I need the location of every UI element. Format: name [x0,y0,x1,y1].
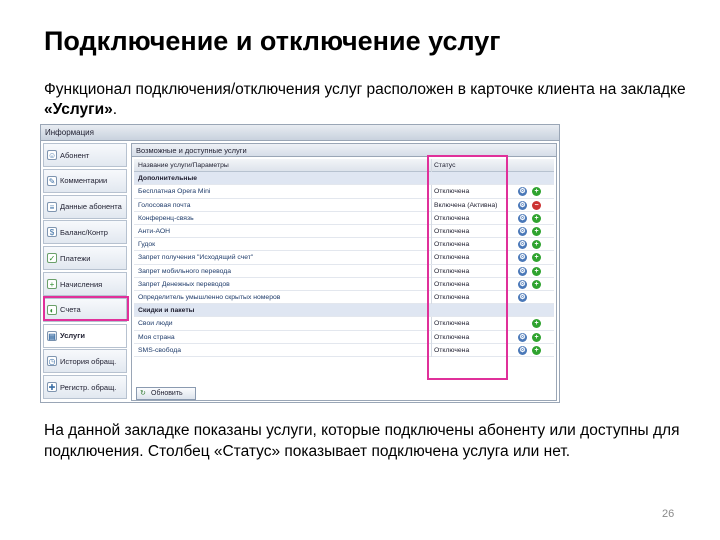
nav-item-1[interactable] [43,169,127,193]
comment-icon: ✎ [48,176,56,186]
services-panel [131,143,557,401]
service-name: Свои люди [138,320,173,328]
service-name: Запрет мобильного перевода [138,267,232,275]
nav-item-9[interactable] [43,375,127,399]
table-row[interactable] [134,291,554,304]
table-group-row [134,172,554,185]
history-icon: ◷ [48,357,56,367]
nav-item-5[interactable] [43,272,127,296]
nav-item-label: Начисления [60,279,103,289]
disable-icon[interactable]: − [532,201,541,210]
services-panel-tab[interactable]: Возможные и доступные услуги [132,144,556,157]
enable-icon[interactable]: + [532,253,541,262]
nav-item-8[interactable] [43,349,127,373]
intro-text-bold: «Услуги» [44,101,113,118]
intro-text-main: Функционал подключения/отключения услуг расположен в карточке клиента на закладке [44,81,686,98]
nav-item-label: Комментарии [60,176,108,186]
row-actions [512,333,552,343]
nav-item-label: Платежи [60,253,91,263]
settings-icon[interactable]: ⚙ [519,294,526,301]
settings-icon[interactable]: ⚙ [519,346,526,354]
table-row[interactable] [134,225,554,238]
settings-icon[interactable]: ⚙ [519,267,526,275]
enable-icon[interactable]: + [532,240,541,249]
page-number: 26 [662,508,675,520]
intro-text [44,80,704,120]
nav-item-label: Услуги [60,331,85,341]
nav-item-label: Регистр. обращ. [60,382,117,392]
service-name: SMS-свобода [138,346,181,354]
service-name: Голосовая почта [138,201,191,209]
service-name: Запрет Денежных переводов [138,280,230,288]
service-status: Отключена [431,225,511,238]
settings-icon[interactable]: ⚙ [519,254,526,262]
refresh-button[interactable] [136,387,196,400]
service-status: Отключена [431,265,511,278]
service-name: Бесплатная Opera Mini [138,188,211,196]
slide-title: Подключение и отключение услуг [44,26,501,56]
row-actions [512,187,552,197]
settings-icon[interactable]: ⚙ [519,214,526,222]
nav-item-4[interactable] [43,246,127,270]
row-actions [512,267,552,277]
settings-icon[interactable]: ⚙ [519,241,526,249]
refresh-icon: ↻ [140,390,146,397]
user-icon: ☺ [48,151,57,160]
settings-icon[interactable]: ⚙ [519,228,526,235]
table-row[interactable] [134,317,554,330]
row-actions [512,280,552,290]
service-status: Отключена [431,185,511,198]
charges-icon: + [47,279,57,289]
group-name: Скидки и пакеты [138,307,195,315]
info-title-bar: Информация [41,125,559,141]
group-name: Дополнительные [138,175,198,183]
row-actions [512,214,552,224]
services-icon: ▤ [48,331,56,341]
service-status: Отключена [431,212,511,225]
service-name: Конференц-связь [138,214,194,222]
col-header-name[interactable]: Название услуги/Параметры [138,162,229,169]
settings-icon[interactable]: ⚙ [519,201,526,209]
client-card-nav [43,143,129,401]
enable-icon[interactable]: + [532,280,541,289]
table-row[interactable] [134,344,554,357]
table-row[interactable] [134,331,554,344]
service-status: Отключена [431,331,511,344]
table-row[interactable] [134,238,554,251]
row-actions [512,240,552,250]
service-name: Анти-АОН [138,228,171,235]
nav-item-label: Абонент [60,150,90,160]
service-name: Запрет получения "Исходящий счет" [138,254,254,262]
nav-item-label: История обращ. [60,356,117,366]
payment-icon: ✓ [48,254,56,264]
service-status: Отключена [431,317,511,330]
service-name: Моя страна [138,333,175,341]
invoice-icon: ◐ [47,305,57,315]
table-row[interactable] [134,185,554,198]
service-status: Отключена [431,251,511,264]
nav-item-7[interactable] [43,324,127,348]
service-status: Включена (Активна) [431,199,511,212]
table-row[interactable] [134,199,554,212]
row-actions [512,319,552,329]
enable-icon[interactable]: + [532,214,541,223]
enable-icon[interactable]: + [532,346,541,355]
enable-icon[interactable]: + [532,319,541,328]
col-header-status[interactable]: Статус [431,159,511,172]
nav-item-label: Баланс/Контр [60,227,108,237]
balance-icon: $ [47,227,57,237]
table-row[interactable] [134,265,554,278]
nav-item-0[interactable] [43,143,127,167]
table-row[interactable] [134,251,554,264]
service-status: Отключена [431,278,511,291]
outro-text: На данной закладке показаны услуги, которые подключены абоненту или доступны для подключения. Столбец «Статус» показывает подключена услуга или нет. [44,422,680,460]
settings-icon[interactable]: ⚙ [519,188,526,196]
enable-icon[interactable]: + [532,227,541,236]
service-status: Отключена [431,291,511,304]
table-row[interactable] [134,278,554,291]
nav-item-3[interactable] [43,220,127,244]
app-screenshot [40,124,560,403]
settings-icon[interactable]: ⚙ [519,333,526,341]
intro-text-end: . [112,101,118,118]
enable-icon[interactable]: + [532,267,541,276]
nav-item-label: Данные абонента [60,202,122,212]
row-actions [512,253,552,263]
enable-icon[interactable]: + [532,187,541,196]
table-group-row [134,304,554,317]
nav-item-2[interactable] [43,195,127,219]
service-name: Гудок [138,241,156,249]
service-name: Определитель умышленно скрытых номеров [138,294,281,301]
nav-item-label: Счета [60,305,81,315]
row-actions [512,227,552,237]
data-icon: ≡ [47,202,57,212]
register-icon: ✚ [48,383,56,393]
settings-icon[interactable]: ⚙ [519,280,526,288]
row-actions [512,346,552,356]
row-actions [512,201,552,211]
table-header [134,159,554,172]
service-status: Отключена [431,344,511,357]
enable-icon[interactable]: + [532,333,541,342]
nav-item-6[interactable] [43,298,127,322]
refresh-button-label: Обновить [151,390,183,397]
service-status: Отключена [431,238,511,251]
row-actions [512,293,552,303]
table-row[interactable] [134,212,554,225]
